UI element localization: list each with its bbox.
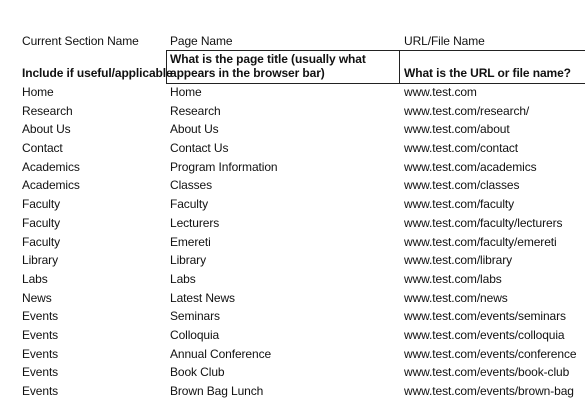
column-desc-section: Include if useful/applicable	[22, 66, 173, 80]
table-row	[0, 291, 585, 310]
cell-page: Faculty	[170, 197, 208, 212]
cell-page: Latest News	[170, 290, 235, 305]
cell-section: Academics	[22, 159, 80, 174]
table-row	[0, 104, 585, 123]
cell-page: Library	[170, 253, 206, 268]
cell-url: www.test.com/research/	[404, 103, 530, 118]
table-row	[0, 328, 585, 347]
sitemap-rows	[0, 85, 585, 403]
cell-url: www.test.com/labs	[404, 271, 502, 286]
cell-section: Academics	[22, 178, 80, 193]
table-row	[0, 197, 585, 216]
table-row	[0, 253, 585, 272]
cell-section: Events	[22, 346, 59, 361]
table-row	[0, 365, 585, 384]
cell-url: www.test.com/faculty/lecturers	[404, 215, 563, 230]
cell-url: www.test.com/news	[404, 290, 508, 305]
cell-url: www.test.com/contact	[404, 141, 519, 156]
cell-section: Events	[22, 384, 59, 398]
cell-url: www.test.com/events/book-club	[404, 365, 570, 380]
cell-page: Classes	[170, 178, 212, 193]
table-row	[0, 309, 585, 328]
cell-page: Annual Conference	[170, 346, 272, 361]
cell-url: www.test.com	[404, 85, 477, 99]
table-row	[0, 216, 585, 235]
cell-page: Contact Us	[170, 141, 229, 156]
table-row	[0, 272, 585, 291]
cell-section: Events	[22, 327, 59, 342]
cell-page: Emereti	[170, 234, 211, 249]
column-title-url: URL/File Name	[404, 34, 485, 48]
table-row	[0, 160, 585, 179]
cell-url: www.test.com/events/brown-bag	[404, 384, 574, 398]
table-row	[0, 235, 585, 254]
cell-section: Events	[22, 309, 59, 324]
cell-url: www.test.com/about	[404, 122, 510, 137]
cell-section: About Us	[22, 122, 71, 137]
cell-section: Research	[22, 103, 73, 118]
cell-url: www.test.com/faculty/emereti	[404, 234, 557, 249]
column-title-section: Current Section Name	[22, 34, 139, 48]
table-row	[0, 85, 585, 104]
table-row	[0, 178, 585, 197]
cell-section: Labs	[22, 271, 48, 286]
cell-section: News	[22, 290, 52, 305]
cell-page: Labs	[170, 271, 196, 286]
cell-url: www.test.com/library	[404, 253, 513, 268]
cell-section: Faculty	[22, 234, 60, 249]
column-desc-page: What is the page title (usually what appears in the browser bar)	[170, 52, 366, 80]
cell-page: Colloquia	[170, 327, 220, 342]
table-row	[0, 384, 585, 403]
cell-page: Research	[170, 103, 221, 118]
cell-section: Library	[22, 253, 58, 268]
cell-url: www.test.com/events/colloquia	[404, 327, 565, 342]
cell-section: Home	[22, 85, 54, 99]
cell-page: Lecturers	[170, 215, 220, 230]
cell-url: www.test.com/events/conference	[404, 346, 577, 361]
table-row	[0, 347, 585, 366]
cell-url: www.test.com/faculty	[404, 197, 515, 212]
column-title-page: Page Name	[170, 34, 233, 48]
cell-section: Faculty	[22, 197, 60, 212]
table-row	[0, 122, 585, 141]
cell-page: Book Club	[170, 365, 225, 380]
cell-section: Events	[22, 365, 59, 380]
column-desc-url: What is the URL or file name?	[404, 66, 571, 80]
cell-url: www.test.com/events/seminars	[404, 309, 566, 324]
cell-page: Home	[170, 85, 202, 99]
cell-page: Brown Bag Lunch	[170, 384, 264, 398]
table-row	[0, 141, 585, 160]
cell-page: Seminars	[170, 309, 220, 324]
cell-url: www.test.com/classes	[404, 178, 520, 193]
cell-section: Contact	[22, 141, 63, 156]
cell-page: Program Information	[170, 159, 278, 174]
cell-section: Faculty	[22, 215, 60, 230]
cell-url: www.test.com/academics	[404, 159, 537, 174]
cell-page: About Us	[170, 122, 219, 137]
